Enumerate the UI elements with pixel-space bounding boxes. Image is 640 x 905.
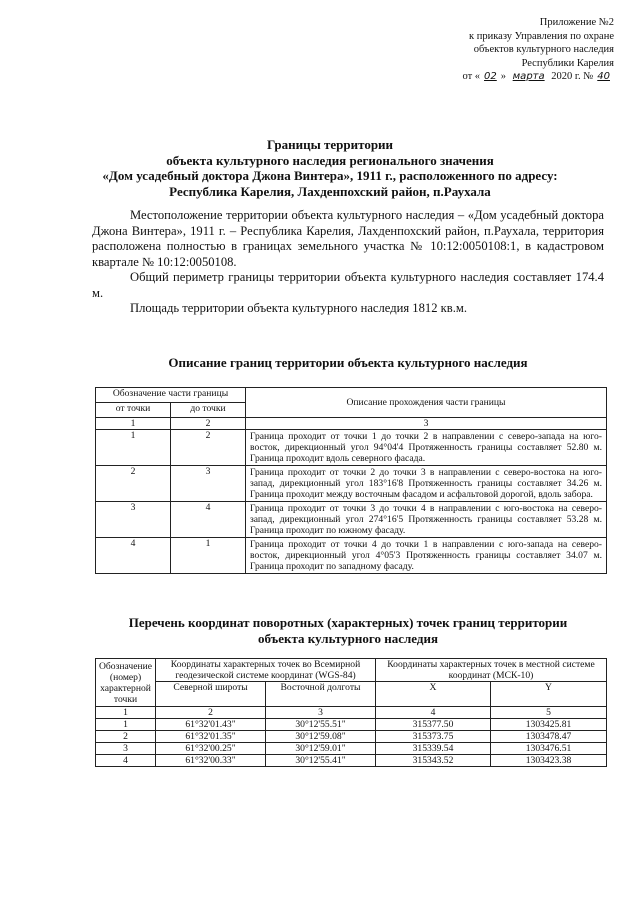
row-point: 4 <box>96 755 156 767</box>
row-to: 1 <box>171 538 246 574</box>
appendix-region: Республики Карелия <box>521 57 614 69</box>
row-from: 2 <box>96 466 171 502</box>
row-description: Граница проходит от точки 2 до точки 3 в направлении с северо-востока на юго-запад, дирекционный угол 183°16'8 Протяженность границы составляет 34.26 м. Граница проходит между восточным фасадом и асфальтовой дорогой, вдоль забора. <box>246 466 607 502</box>
row-to: 3 <box>171 466 246 502</box>
header-to-point: до точки <box>171 403 246 418</box>
table-row <box>96 430 607 466</box>
row-from: 1 <box>96 430 171 466</box>
row-lat: 61°32'01.43" <box>156 719 266 731</box>
header-x: X <box>376 682 491 707</box>
row-lon: 30°12'59.01" <box>266 743 376 755</box>
date-prefix: от « <box>462 71 481 82</box>
col-number-1: 1 <box>96 707 156 719</box>
header-description: Описание прохождения части границы <box>246 388 607 418</box>
appendix-order-ref: к приказу Управления по охране <box>469 30 614 42</box>
table-row <box>96 502 607 538</box>
header-lon: Восточной долготы <box>266 682 376 707</box>
table-row <box>96 755 607 767</box>
col-number-2: 2 <box>156 707 266 719</box>
header-point: Обозначение (номер) характерной точки <box>96 659 156 707</box>
section-boundaries-title-text: Описание границ территории объекта культурного наследия <box>168 355 528 370</box>
table-row <box>96 731 607 743</box>
header-lat: Северной широты <box>156 682 266 707</box>
row-lat: 61°32'01.35" <box>156 731 266 743</box>
section-coordinates-title <box>92 615 604 647</box>
row-point: 1 <box>96 719 156 731</box>
row-x: 315377.50 <box>376 719 491 731</box>
row-point: 2 <box>96 731 156 743</box>
boundary-description-table <box>95 387 607 574</box>
appendix-number: Приложение №2 <box>539 17 614 28</box>
coordinates-table <box>95 658 607 767</box>
row-x: 315343.52 <box>376 755 491 767</box>
row-from: 3 <box>96 502 171 538</box>
area-paragraph: Площадь территории объекта культурного наследия 1812 кв.м. <box>130 301 467 315</box>
row-point: 3 <box>96 743 156 755</box>
row-lat: 61°32'00.25" <box>156 743 266 755</box>
table-row <box>96 538 607 574</box>
header-wgs: Координаты характерных точек во Всемирной геодезической системе координат (WGS-84) <box>156 659 376 682</box>
document-title <box>60 137 600 199</box>
date-year: 2020 г. № <box>551 71 594 82</box>
appendix-header <box>354 16 614 84</box>
row-y: 1303478.47 <box>491 731 607 743</box>
table-row <box>96 719 607 731</box>
section-coordinates-line-2: объекта культурного наследия <box>258 631 438 646</box>
row-lon: 30°12'55.51" <box>266 719 376 731</box>
col-number-2: 2 <box>171 418 246 430</box>
col-number-1: 1 <box>96 418 171 430</box>
col-number-3: 3 <box>266 707 376 719</box>
body-text <box>92 208 604 317</box>
date-day: 02 <box>484 71 497 82</box>
order-number: 40 <box>597 71 610 82</box>
table-row <box>96 466 607 502</box>
date-mid: » <box>500 71 507 82</box>
perimeter-paragraph: Общий периметр границы территории объекта культурного наследия составляет 174.4 м. <box>92 270 604 300</box>
row-y: 1303423.38 <box>491 755 607 767</box>
col-number-4: 4 <box>376 707 491 719</box>
row-from: 4 <box>96 538 171 574</box>
header-from-point: от точки <box>96 403 171 418</box>
title-line-4: Республика Карелия, Лахденпохский район, п.Раухала <box>169 183 491 199</box>
col-number-3: 3 <box>246 418 607 430</box>
col-number-5: 5 <box>491 707 607 719</box>
row-lat: 61°32'00.33" <box>156 755 266 767</box>
title-line-3: «Дом усадебный доктора Джона Винтера», 1911 г., расположенного по адресу: <box>102 168 558 183</box>
row-y: 1303476.51 <box>491 743 607 755</box>
section-coordinates-line-1: Перечень координат поворотных (характерных) точек границ территории <box>128 615 568 630</box>
appendix-authority: объектов культурного наследия <box>473 44 614 55</box>
row-x: 315339.54 <box>376 743 491 755</box>
title-line-2: объекта культурного наследия регионального значения <box>166 152 494 168</box>
row-lon: 30°12'55.41" <box>266 755 376 767</box>
location-paragraph: Местоположение территории объекта культурного наследия – «Дом усадебный доктора Джона Винтера», 1911 г. – Республика Карелия, Лахденпохский район, п.Раухала, территория расположена полностью в границах земельного участка № 10:12:0050108:1, в кадастровом квартале № 10:12:0050108. <box>92 208 604 269</box>
appendix-date-line <box>354 70 614 84</box>
title-line-1: Границы территории <box>266 137 394 152</box>
header-msk: Координаты характерных точек в местной системе координат (МСК-10) <box>376 659 607 682</box>
header-boundary-part: Обозначение части границы <box>96 388 246 403</box>
row-to: 4 <box>171 502 246 538</box>
row-to: 2 <box>171 430 246 466</box>
row-x: 315373.75 <box>376 731 491 743</box>
section-boundaries-title <box>92 355 604 371</box>
row-lon: 30°12'59.08" <box>266 731 376 743</box>
table-row <box>96 743 607 755</box>
row-description: Граница проходит от точки 3 до точки 4 в направлении с юго-востока на северо-запад, дирекционный угол 274°16'5 Протяженность границы составляет 53.28 м. Граница проходит по южному фасаду. <box>246 502 607 538</box>
row-y: 1303425.81 <box>491 719 607 731</box>
row-description: Граница проходит от точки 1 до точки 2 в направлении с северо-запада на юго-восток, дирекционный угол 94°04'4 Протяженность границы составляет 52.80 м. Граница проходит вдоль северного фасада. <box>246 430 607 466</box>
header-y: Y <box>491 682 607 707</box>
date-month: марта <box>512 71 545 82</box>
row-description: Граница проходит от точки 4 до точки 1 в направлении с юго-запада на северо-восток, дирекционный угол 4°05'3 Протяженность границы составляет 34.07 м. Граница проходит по западному фасаду. <box>246 538 607 574</box>
